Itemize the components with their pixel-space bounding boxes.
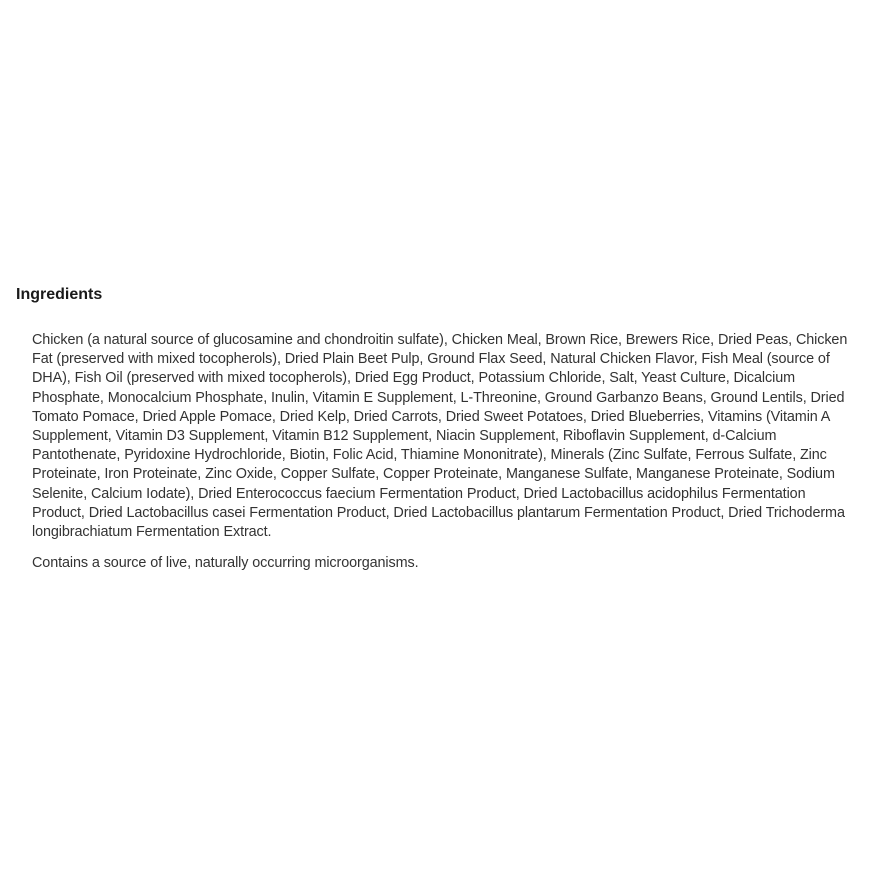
- ingredients-content: [32, 331, 854, 573]
- microorganisms-note: Contains a source of live, naturally occurring microorganisms.: [32, 555, 419, 572]
- ingredients-heading: Ingredients: [16, 286, 103, 303]
- ingredients-list: Chicken (a natural source of glucosamine and chondroitin sulfate), Chicken Meal, Brown Rice, Brewers Rice, Dried Peas, Chicken Fat (preserved with mixed tocopherols), Dried Plain Beet Pulp, Ground Flax Seed, Natural Chicken Flavor, Fish Meal (source of DHA), Fish Oil (preserved with mixed tocopherols), Dried Egg Product, Potassium Chloride, Salt, Yeast Culture, Dicalcium Phosphate, Monocalcium Phosphate, Inulin, Vitamin E Supplement, L-Threonine, Ground Garbanzo Beans, Ground Lentils, Dried Tomato Pomace, Dried Apple Pomace, Dried Kelp, Dried Carrots, Dried Sweet Potatoes, Dried Blueberries, Vitamins (Vitamin A Supplement, Vitamin D3 Supplement, Vitamin B12 Supplement, Niacin Supplement, Riboflavin Supplement, d-Calcium Pantothenate, Pyridoxine Hydrochloride, Biotin, Folic Acid, Thiamine Mononitrate), Minerals (Zinc Sulfate, Ferrous Sulfate, Zinc Proteinate, Iron Proteinate, Zinc Oxide, Copper Sulfate, Copper Proteinate, Manganese Sulfate, Manganese Proteinate, Sodium Selenite, Calcium Iodate), Dried Enterococcus faecium Fermentation Product, Dried Lactobacillus acidophilus Fermentation Product, Dried Lactobacillus casei Fermentation Product, Dried Lactobacillus plantarum Fermentation Product, Dried Trichoderma longibrachiatum Fermentation Extract.: [32, 332, 848, 541]
